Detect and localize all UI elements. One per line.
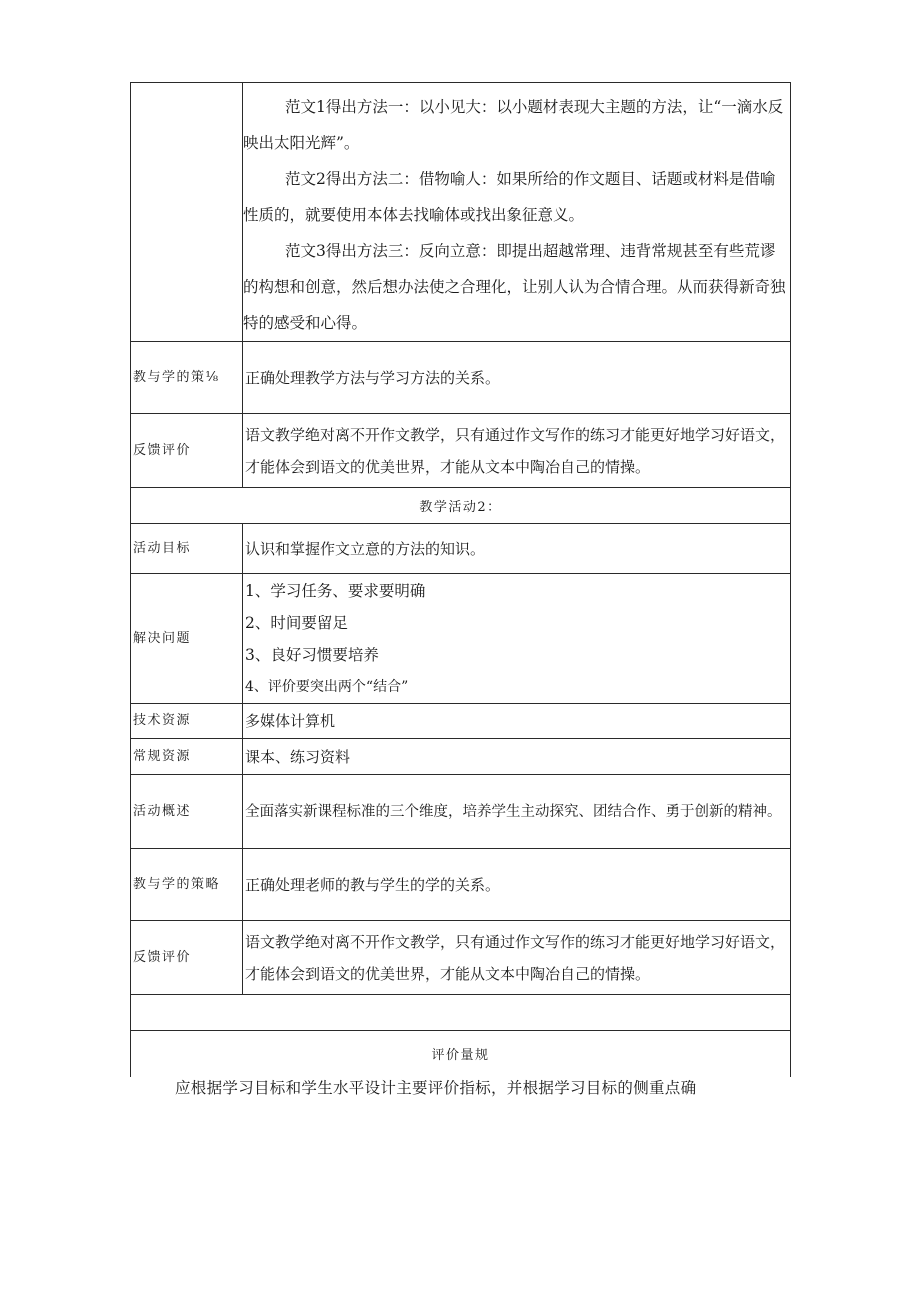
problems-row: [131, 574, 791, 704]
strategy-label: 教与学的策⅛: [131, 342, 243, 414]
method-paragraph-2: 范文2得出方法二：借物喻人：如果所给的作文题目、话题或材料是借喻性质的，就要使用本体去找喻体或找出象征意义。: [243, 170, 776, 224]
tech-resources-label: 技术资源: [131, 704, 243, 739]
method-examples-cell: [243, 83, 791, 342]
regular-resources-label: 常规资源: [131, 739, 243, 775]
regular-resources-row: [131, 739, 791, 775]
overview-row: [131, 775, 791, 849]
method-paragraph-1: 范文1得出方法一：以小见大：以小题材表现大主题的方法，让“一滴水反映出太阳光辉”。: [243, 98, 784, 152]
empty-row: [131, 995, 791, 1031]
feedback-row-2: [131, 921, 791, 995]
activity-2-header: 教学活动2：: [131, 488, 791, 524]
problem-item: 3、良好习惯要培养: [245, 645, 379, 664]
strategy-row-2: [131, 849, 791, 921]
lesson-plan-table: [130, 82, 791, 1077]
goal-value: 认识和掌握作文立意的方法的知识。: [243, 524, 791, 574]
problems-label: 解决问题: [131, 574, 243, 704]
strategy-value: 正确处理教学方法与学习方法的关系。: [243, 342, 791, 414]
empty-label-cell: [131, 83, 243, 342]
rubric-title: 评价量规: [131, 1031, 791, 1077]
feedback-value: 语文教学绝对离不开作文教学，只有通过作文写作的练习才能更好地学习好语文，才能体会到语文的优美世界，才能从文本中陶冶自己的情操。: [243, 414, 791, 488]
empty-cell: [131, 995, 791, 1031]
overview-value: 全面落实新课程标准的三个维度，培养学生主动探究、团结合作、勇于创新的精神。: [243, 775, 791, 849]
method-examples-row: [131, 83, 791, 342]
feedback-label: 反馈评价: [131, 921, 243, 995]
footer-text: 应根据学习目标和学生水平设计主要评价指标，并根据学习目标的侧重点确: [175, 1079, 697, 1097]
strategy-value: 正确处理老师的教与学生的学的关系。: [243, 849, 791, 921]
method-paragraph-3: 范文3得出方法三：反向立意：即提出超越常理、违背常规甚至有些荒谬的构想和创意，然后想办法使之合理化，让别人认为合情合理。从而获得新奇独特的感受和心得。: [243, 242, 786, 332]
problems-list: [243, 574, 791, 704]
problem-item: 1、学习任务、要求要明确: [245, 581, 426, 600]
problem-item: 2、时间要留足: [245, 613, 348, 632]
tech-resources-row: [131, 704, 791, 739]
feedback-value: 语文教学绝对离不开作文教学，只有通过作文写作的练习才能更好地学习好语文，才能体会到语文的优美世界，才能从文本中陶冶自己的情操。: [243, 921, 791, 995]
goal-row: [131, 524, 791, 574]
regular-resources-value: 课本、练习资料: [243, 739, 791, 775]
activity-header-row: [131, 488, 791, 524]
goal-label: 活动目标: [131, 524, 243, 574]
feedback-row-1: [131, 414, 791, 488]
feedback-label: 反馈评价: [131, 414, 243, 488]
problem-item: 4、评价要突出两个“结合”: [245, 678, 409, 695]
strategy-label: 教与学的策略: [131, 849, 243, 921]
strategy-row-1: [131, 342, 791, 414]
overview-label: 活动概述: [131, 775, 243, 849]
rubric-row: [131, 1031, 791, 1077]
tech-resources-value: 多媒体计算机: [243, 704, 791, 739]
